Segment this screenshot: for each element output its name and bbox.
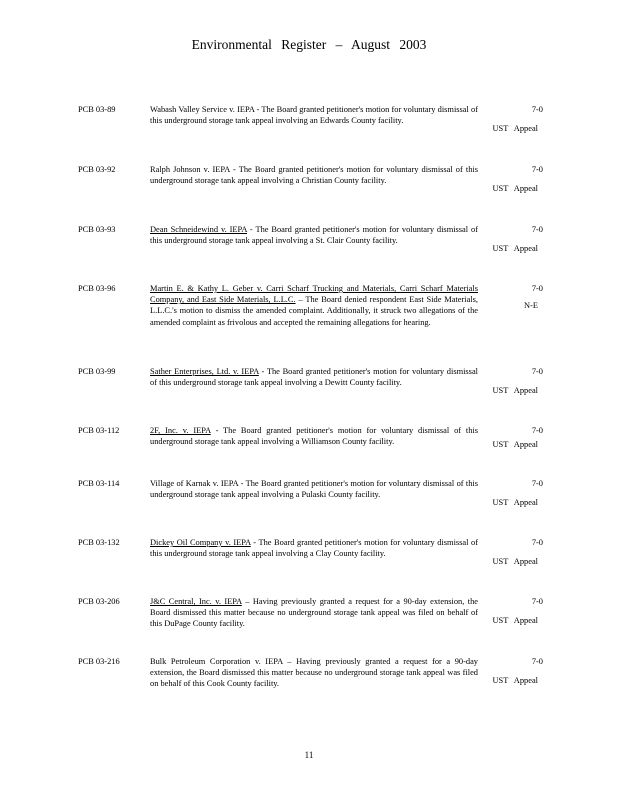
case-summary [150, 478, 478, 500]
case-number: PCB 03-89 [78, 105, 116, 114]
case-summary [150, 224, 478, 246]
case-summary [150, 283, 478, 328]
case-type: UST Appeal [492, 557, 538, 566]
case-parties-plain: Wabash Valley Service v. IEPA [150, 105, 255, 114]
case-entry [0, 478, 618, 538]
vote-count: 7-0 [531, 538, 543, 547]
case-description: - The Board granted petitioner's motion for voluntary dismissal of this underground storage tank appeal involving a St. Clair County facility. [150, 225, 478, 246]
case-description: - The Board granted petitioner's motion for voluntary dismissal of this underground storage tank appeal involving a Williamson County facility. [150, 426, 478, 447]
case-description: - The Board granted petitioner's motion for voluntary dismissal of this underground storage tank appeal involving a Dewitt County facility. [150, 367, 478, 388]
case-entry [0, 104, 618, 164]
vote-count: 7-0 [531, 105, 543, 114]
case-number: PCB 03-206 [78, 597, 120, 606]
case-number: PCB 03-132 [78, 538, 120, 547]
case-entry [0, 596, 618, 656]
case-summary [150, 366, 478, 388]
case-parties-plain: Village of Karnak v. IEPA [150, 479, 239, 488]
case-entry [0, 425, 618, 485]
case-number: PCB 03-114 [78, 479, 120, 488]
case-type: UST Appeal [492, 676, 538, 685]
page-title: Environmental Register – August 2003 [191, 37, 427, 52]
case-type: UST Appeal [492, 184, 538, 193]
vote-count: 7-0 [531, 657, 543, 666]
page-number: 11 [304, 750, 314, 760]
case-entry [0, 224, 618, 284]
case-summary [150, 537, 478, 559]
case-entry [0, 283, 618, 363]
case-type: N-E [524, 301, 538, 310]
case-number: PCB 03-96 [78, 284, 116, 293]
case-description: – Having previously granted a request for a 90-day extension, the Board dismissed this matter because no underground storage tank appeal was filed on behalf of this DuPage County facility. [150, 597, 479, 629]
case-summary [150, 596, 478, 630]
vote-count: 7-0 [531, 597, 543, 606]
case-summary [150, 164, 478, 186]
case-parties: Dean Schneidewind v. IEPA [150, 225, 247, 234]
case-entry [0, 164, 618, 224]
case-parties: Sather Enterprises, Ltd. v. IEPA [150, 367, 259, 376]
case-type: UST Appeal [492, 244, 538, 253]
case-description: – Having previously granted a request for a 90-day extension, the Board dismissed this matter because no underground storage tank appeal was filed on behalf of this Cook County facility. [150, 657, 478, 689]
case-description: - The Board granted petitioner's motion for voluntary dismissal of this underground storage tank appeal involving a Clay County facility. [150, 538, 478, 559]
case-summary [150, 425, 478, 447]
case-parties-plain: Ralph Johnson v. IEPA [150, 165, 230, 174]
case-entry [0, 537, 618, 597]
case-parties: J&C Central, Inc. v. IEPA [150, 597, 242, 606]
case-type: UST Appeal [492, 124, 538, 133]
vote-count: 7-0 [531, 479, 543, 488]
case-number: PCB 03-99 [78, 367, 116, 376]
case-description: - The Board granted petitioner's motion for voluntary dismissal of this underground storage tank appeal involving an Edwards County facility. [150, 105, 478, 126]
case-type: UST Appeal [492, 498, 538, 507]
case-summary [150, 656, 478, 690]
case-parties: Dickey Oil Company v. IEPA [150, 538, 251, 547]
case-description: - The Board granted petitioner's motion for voluntary dismissal of this underground storage tank appeal involving a Pulaski County facility. [150, 479, 478, 500]
case-entry [0, 366, 618, 426]
case-parties-plain: Bulk Petroleum Corporation v. IEPA [150, 657, 283, 666]
case-parties: Martin E. & Kathy L. Geber v. Carri Scharf Trucking and Materials, Carri Scharf Materials Company, and East Side Materials, L.L.C. [150, 284, 478, 305]
vote-count: 7-0 [531, 165, 543, 174]
vote-count: 7-0 [531, 426, 543, 435]
vote-count: 7-0 [531, 367, 543, 376]
case-entry [0, 656, 618, 716]
case-type: UST Appeal [492, 386, 538, 395]
case-type: UST Appeal [492, 440, 538, 449]
case-number: PCB 03-112 [78, 426, 120, 435]
case-description: - The Board granted petitioner's motion for voluntary dismissal of this underground storage tank appeal involving a Christian County facility. [150, 165, 478, 186]
case-summary [150, 104, 478, 126]
case-type: UST Appeal [492, 616, 538, 625]
case-number: PCB 03-93 [78, 225, 116, 234]
vote-count: 7-0 [531, 225, 543, 234]
case-parties: 2F, Inc. v. IEPA [150, 426, 211, 435]
case-description: – The Board denied respondent East Side Materials, L.L.C.'s motion to dismiss the amended complaint. Additionally, it struck two allegations of the amended complaint as frivolous and accepted the remaining allegations for hearing. [150, 295, 479, 327]
case-number: PCB 03-216 [78, 657, 120, 666]
vote-count: 7-0 [531, 284, 543, 293]
case-number: PCB 03-92 [78, 165, 116, 174]
